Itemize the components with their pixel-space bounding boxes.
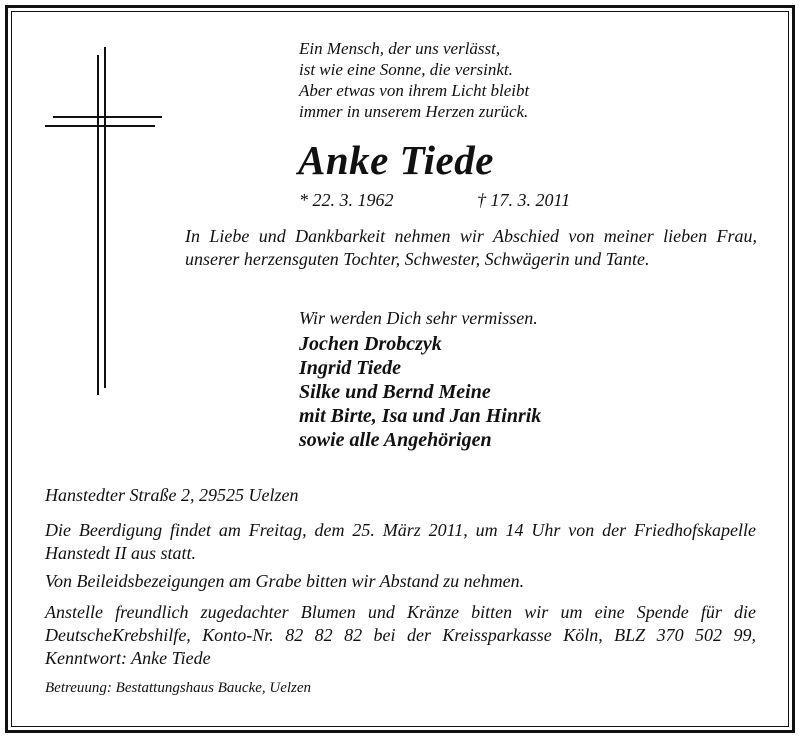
funeral-notice: Die Beerdigung findet am Freitag, dem 25. März 2011, um 14 Uhr von der Friedhofskapelle Hanstedt II aus statt. [45, 520, 756, 563]
mourner-name: sowie alle Angehörigen [299, 429, 492, 451]
mourner-name: Jochen Drobczyk [299, 333, 442, 355]
cross-horizontal-line-1 [53, 116, 162, 118]
life-dates [299, 189, 571, 211]
poem-line: Aber etwas von ihrem Licht bleibt [299, 81, 530, 100]
poem-line: Ein Mensch, der uns verlässt, [299, 39, 501, 58]
cross-vertical-line-1 [97, 55, 99, 395]
funeral-home-credit: Betreuung: Bestattungshaus Baucke, Uelzen [45, 680, 312, 696]
poem-line: immer in unserem Herzen zurück. [299, 102, 529, 121]
memorial-poem [299, 38, 529, 122]
farewell-text: In Liebe und Dankbarkeit nehmen wir Abschied von meiner lieben Frau, unserer herzensguten Tochter, Schwester, Schwägerin und Tante. [185, 226, 757, 269]
cross-vertical-line-2 [104, 47, 106, 388]
poem-line: ist wie eine Sonne, die versinkt. [299, 60, 513, 79]
family-address: Hanstedter Straße 2, 29525 Uelzen [45, 485, 299, 505]
deceased-name: Anke Tiede [298, 137, 494, 183]
miss-line: Wir werden Dich sehr vermissen. [299, 308, 538, 328]
mourner-name: Ingrid Tiede [299, 357, 402, 379]
mourner-name: mit Birte, Isa und Jan Hinrik [299, 405, 542, 427]
mourners-list [299, 332, 541, 452]
mourner-name: Silke und Bernd Meine [299, 381, 491, 403]
birth-date: * 22. 3. 1962 [299, 190, 394, 210]
death-date: † 17. 3. 2011 [477, 190, 571, 210]
condolence-notice: Von Beileidsbezeigungen am Grabe bitten wir Abstand zu nehmen. [45, 571, 525, 591]
cross-horizontal-line-2 [45, 125, 155, 127]
donation-notice: Anstelle freundlich zugedachter Blumen und Kränze bitten wir um eine Spende für die DeutscheKrebshilfe, Konto-Nr. 82 82 82 bei der Kreissparkasse Köln, BLZ 370 502 99, Kenntwort: Anke Tiede [45, 602, 756, 668]
